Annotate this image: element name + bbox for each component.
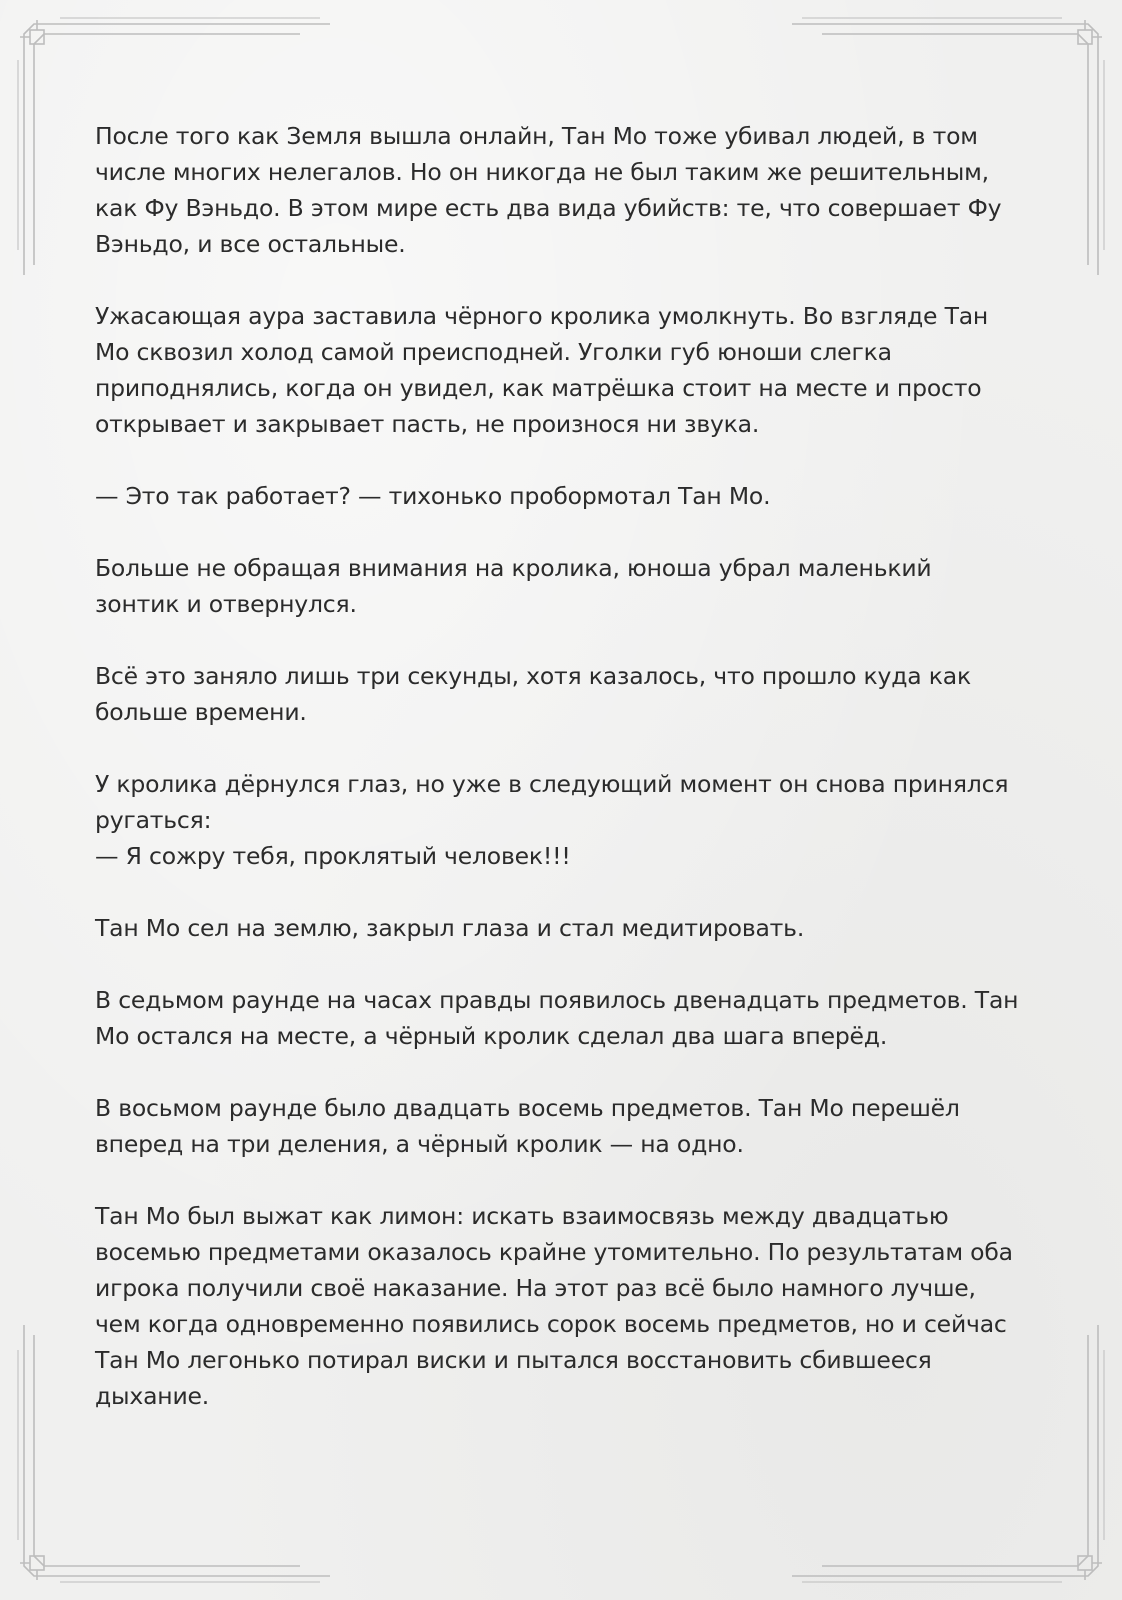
text-line: В седьмом раунде на часах правды появилось двенадцать предметов. Тан xyxy=(95,986,1019,1014)
document-body xyxy=(95,118,1030,1450)
text-line: Мо сквозил холод самой преисподней. Уголки губ юноши слегка xyxy=(95,338,892,366)
text-line: зонтик и отвернулся. xyxy=(95,590,357,618)
paragraph xyxy=(95,298,1030,442)
text-line: Тан Мо легонько потирал виски и пытался восстановить сбившееся xyxy=(95,1346,932,1374)
paragraph xyxy=(95,118,1030,262)
paragraph xyxy=(95,1090,1030,1162)
paragraph xyxy=(95,766,1030,874)
text-line: как Фу Вэньдо. В этом мире есть два вида убийств: те, что совершает Фу xyxy=(95,194,1002,222)
text-line: — Я сожру тебя, проклятый человек!!! xyxy=(95,842,571,870)
text-line: приподнялись, когда он увидел, как матрёшка стоит на месте и просто xyxy=(95,374,982,402)
text-line: После того как Земля вышла онлайн, Тан Мо тоже убивал людей, в том xyxy=(95,122,978,150)
text-line: восемью предметами оказалось крайне утомительно. По результатам оба xyxy=(95,1238,1013,1266)
paragraph xyxy=(95,550,1030,622)
text-line: числе многих нелегалов. Но он никогда не был таким же решительным, xyxy=(95,158,989,186)
paragraph xyxy=(95,658,1030,730)
text-line: ругаться: xyxy=(95,806,212,834)
text-line: вперед на три деления, а чёрный кролик — на одно. xyxy=(95,1130,744,1158)
paragraph xyxy=(95,478,1030,514)
text-line: В восьмом раунде было двадцать восемь предметов. Тан Мо перешёл xyxy=(95,1094,960,1122)
text-line: открывает и закрывает пасть, не произнося ни звука. xyxy=(95,410,760,438)
paragraph xyxy=(95,910,1030,946)
text-line: Тан Мо сел на землю, закрыл глаза и стал медитировать. xyxy=(95,914,805,942)
text-line: больше времени. xyxy=(95,698,307,726)
text-line: Всё это заняло лишь три секунды, хотя казалось, что прошло куда как xyxy=(95,662,971,690)
text-line: дыхание. xyxy=(95,1382,210,1410)
text-line: Вэньдо, и все остальные. xyxy=(95,230,406,258)
text-line: игрока получили своё наказание. На этот раз всё было намного лучше, xyxy=(95,1274,976,1302)
text-line: Ужасающая аура заставила чёрного кролика умолкнуть. Во взгляде Тан xyxy=(95,302,989,330)
text-line: — Это так работает? — тихонько пробормотал Тан Мо. xyxy=(95,482,771,510)
text-line: Тан Мо был выжат как лимон: искать взаимосвязь между двадцатью xyxy=(95,1202,949,1230)
text-line: Мо остался на месте, а чёрный кролик сделал два шага вперёд. xyxy=(95,1022,888,1050)
paragraph xyxy=(95,1198,1030,1414)
text-line: У кролика дёрнулся глаз, но уже в следующий момент он снова принялся xyxy=(95,770,1009,798)
text-line: Больше не обращая внимания на кролика, юноша убрал маленький xyxy=(95,554,932,582)
text-line: чем когда одновременно появились сорок восемь предметов, но и сейчас xyxy=(95,1310,1007,1338)
paragraph xyxy=(95,982,1030,1054)
